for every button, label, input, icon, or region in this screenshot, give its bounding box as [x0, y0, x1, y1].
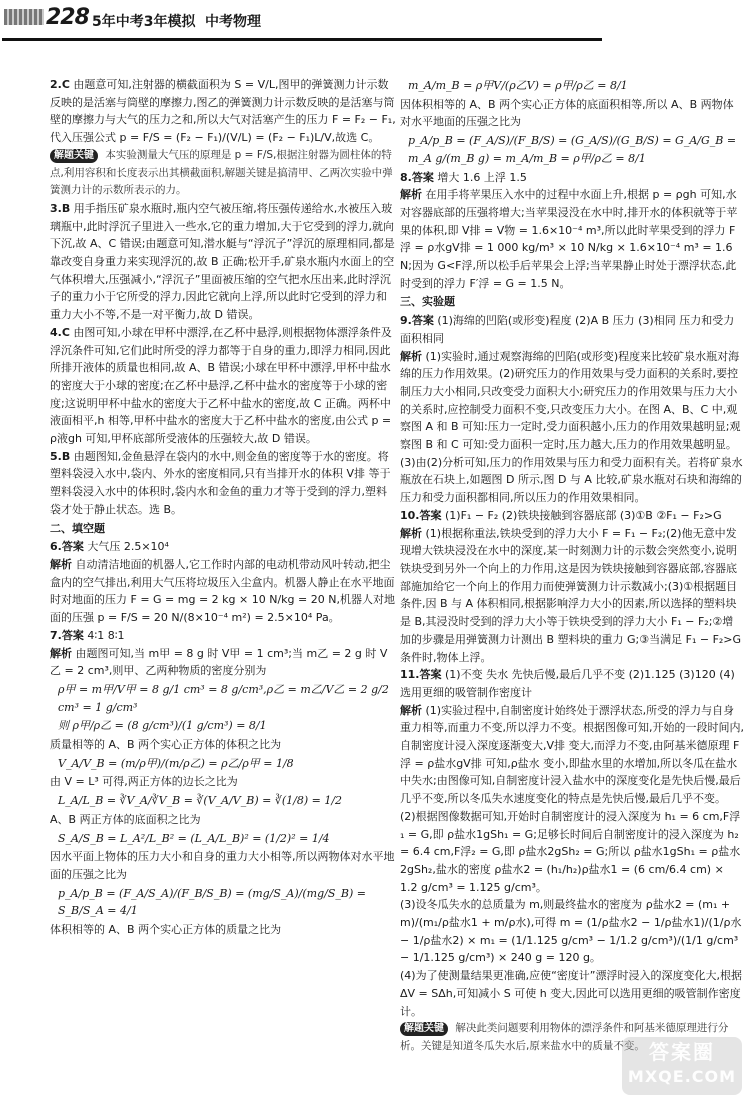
item-text: 由 V = L³ 可得,两正方体的边长之比为	[50, 775, 238, 789]
answer-paragraph	[400, 348, 744, 507]
answer-paragraph	[400, 312, 744, 347]
formula-line	[58, 717, 396, 735]
site-watermark	[622, 1037, 742, 1095]
item-text: ρ甲 = m甲/V甲 = 8 g/1 cm³ = 8 g/cm³,ρ乙 = m乙/V乙 = 2 g/2 cm³ = 1 g/cm³	[58, 682, 389, 714]
section-heading	[400, 293, 744, 311]
right-column	[400, 76, 744, 1056]
item-text: S_A/S_B = L_A²/L_B² = (L_A/L_B)² = (1/2)² = 1/4	[58, 831, 330, 845]
item-label: 解析	[50, 646, 72, 660]
item-label: 解析	[400, 349, 422, 363]
item-label: 2.C	[50, 78, 70, 91]
item-label: 10.答案	[400, 508, 442, 522]
item-label: 解析	[400, 526, 422, 540]
answer-paragraph	[50, 324, 396, 448]
answer-paragraph	[400, 525, 744, 667]
item-text: 由图可知,小球在甲杯中漂浮,在乙杯中悬浮,则根据物体漂浮条件及浮沉条件可知,它们此时所受的浮力都等于自身的重力,即浮力相同,因此所排开液体的质量也相同,故 A、B 错误;小球在甲杯中漂浮,甲杯中盐水的密度大于小球的密度;在乙杯中悬浮,乙杯中盐水的密度等于小球的密度;这说明甲杯中盐水的密度大于乙杯中盐水的密度,故 C 正确。两杯中液面相平,h 相等,甲杯中盐水的密度大于乙杯中盐水的密度,由公式 p = ρ液gh 可知,甲杯底部所受液体的压强较大,故 D 错误。	[50, 325, 392, 446]
formula-line	[58, 681, 396, 716]
book-series-title: 5年中考3年模拟	[92, 14, 196, 30]
answer-paragraph	[50, 848, 396, 883]
watermark-logo-text: 答案圈	[649, 1040, 715, 1064]
answer-paragraph	[400, 808, 744, 897]
answer-paragraph	[400, 967, 744, 1020]
item-text: (1)实验时,通过观察海绵的凹陷(或形变)程度来比较矿泉水瓶对海绵的压力作用效果。(2)研究压力的作用效果与受力面积的关系时,要控制压力大小相同,只改变受力面积大小;研究压力的作用效果与压力大小的关系时,应控制受力面积不变,只改变压力大小。在图 A、B、C 中,观察图 A 和 B 可知:压力一定时,受力面积越小,压力的作用效果越明显;观察图 B 和 C 可知:受力面积一定时,压力越大,压力的作用效果越明显。(3)由(2)分析可知,压力的作用效果与压力和受力面积有关。若将矿泉水瓶放在石块上,如题图 D 所示,图 D 与 A 比较,矿泉水瓶对石块和海绵的压力和受力面积都相同,所以压力的作用效果相同。	[400, 349, 743, 505]
item-text: (1)海绵的凹陷(或形变)程度 (2)A B 压力 (3)相同 压力和受力面积相同	[400, 314, 735, 345]
formula-line	[58, 792, 396, 810]
item-text: V_A/V_B = (m/ρ甲)/(m/ρ乙) = ρ乙/ρ甲 = 1/8	[58, 756, 294, 770]
item-text: m_A/m_B = ρ甲V/(ρ乙V) = ρ甲/ρ乙 = 8/1	[408, 79, 628, 92]
item-label: 11.答案	[400, 668, 442, 682]
answer-paragraph	[400, 896, 744, 967]
formula-line	[408, 77, 744, 95]
item-text: 则 ρ甲/ρ乙 = (8 g/cm³)/(1 g/cm³) = 8/1	[58, 719, 267, 733]
answer-paragraph	[50, 736, 396, 754]
answer-paragraph	[50, 627, 396, 645]
item-text: (4)为了使测量结果更准确,应使“密度计”漂浮时浸入的深度变化大,根据 ΔV = SΔh,可知减小 S 可使 h 变大,因此可以选用更细的吸管制作密度计。	[400, 969, 742, 1018]
item-text: 由题意可知,注射器的横截面积为 S = V/L,图甲的弹簧测力计示数反映的是活塞与筒壁的摩擦力,图乙的弹簧测力计示数反映的是活塞与筒壁的摩擦力与大气的压力之和,所以大气对活塞产生的压力 F = F₂ − F₁,代入压强公式 p = F/S = (F₂ − F₁)/(V/L) = (F₂ − F₁)L/V,故选 C。	[50, 78, 396, 145]
item-text: 体积相等的 A、B 两个实心正方体的质量之比为	[50, 923, 282, 937]
item-text: 本实验测量大气压的原理是 p = F/S,根据注射器为圆柱体的特点,利用容积和长度表示出其横截面积,解题关键是搞清甲、乙两次实验中弹簧测力计的示数所表示的力。	[50, 148, 393, 197]
answer-paragraph	[50, 200, 396, 324]
item-label: 3.B	[50, 201, 71, 215]
item-text: 用手指压矿泉水瓶时,瓶内空气被压缩,将压强传递给水,水被压入玻璃瓶中,此时浮沉子里进入一些水,它的重力增加,大于它受到的浮力,就向下沉,故 A、C 错误;由题意可知,潜水艇与“浮沉子”浮沉的原理相同,都是靠改变自身重力来实现浮沉的,故 B 正确;松开手,矿泉水瓶内水面上的空气体积增大,压强减小,“浮沉子”里面被压缩的空气把水压出来,此时浮沉子的重力小于它所受的浮力,因此它就向上浮,所以此时它受到的浮力和重力大小不等,不是一对平衡力,故 D 错误。	[50, 201, 395, 322]
item-text: (1)根据称重法,铁块受到的浮力大小 F = F₁ − F₂;(2)他无意中发现增大铁块浸没在水中的深度,某一时刻测力计的示数会突然变小,说明铁块受到另外一个向上的力作用,这是因为铁块接触到容器底部,容器底部施加给它一个向上的作用力而使弹簧测力计示数减小;(3)①根据题目条件,因 B 与 A 体积相同,根据影响浮力大小的因素,所以选择的塑料块是 B,其浸没时受到的浮力大小等于铁块受到的浮力大小 F₁ − F₂;②增加的步骤是用弹簧测力计测出 B 塑料块的重力 G;③当满足 F₁ − F₂>G 条件时,物体上浮。	[400, 526, 742, 664]
formula-line	[58, 830, 396, 848]
item-text: (3)设冬瓜失水的总质量为 m,则最终盐水的密度为 ρ盐水2 = (m₁ + m)/(m₁/ρ盐水1 + m/ρ水),可得 m = (1/ρ盐水2 − 1/ρ盐水1)/(1/ρ水 − 1/ρ盐水2) × m₁ = (1/1.125 g/cm³ − 1/1.2 g/cm³)/(1/1 g/cm³ − 1/1.125 g/cm³) × 240 g = 120 g。	[400, 898, 742, 965]
header-rule	[2, 38, 602, 41]
answer-paragraph	[50, 448, 396, 519]
item-text: 由题图知,金鱼悬浮在袋内的水中,则金鱼的密度等于水的密度。将塑料袋浸入水中,袋内、外水的密度相同,只有当排开水的体积 V排 等于塑料袋浸入水中的体积时,袋内水和金鱼的重力才等于受到的浮力,塑料袋才处于静止状态。选 B。	[50, 449, 391, 516]
answer-paragraph	[50, 556, 396, 627]
answer-paragraph	[400, 169, 744, 187]
formula-line	[58, 755, 396, 773]
item-text: 由题图可知,当 m甲 = 8 g 时 V甲 = 1 cm³;当 m乙 = 2 g 时 V乙 = 2 cm³,则甲、乙两种物质的密度分别为	[50, 646, 388, 678]
section-heading-label: 二、填空题	[50, 521, 105, 535]
item-text: 自动清洁地面的机器人,它工作时内部的电动机带动风叶转动,把尘盒内的空气排出,利用大气压将垃圾压入尘盒内。机器人静止在水平地面时对地面的压力 F = G = mg = 2 kg × 10 N/kg = 20 N,机器人对地面的压强 p = F/S = 20 N/(8×10⁻⁴ m²) = 2.5×10⁴ Pa。	[50, 557, 395, 625]
item-text: p_A/p_B = (F_A/S_A)/(F_B/S_B) = (mg/S_A)/(mg/S_B) = S_B/S_A = 4/1	[58, 886, 366, 918]
item-label: 6.答案	[50, 540, 84, 554]
item-text: L_A/L_B = ∛V_A/∛V_B = ∛(V_A/V_B) = ∛(1/8) = 1/2	[58, 794, 343, 808]
item-text: 因体积相等的 A、B 两个实心正方体的底面积相等,所以 A、B 两物体对水平地面的压强之比为	[400, 97, 734, 129]
answer-paragraph	[400, 507, 744, 525]
formula-line	[408, 132, 744, 167]
page-number: 228	[46, 5, 89, 30]
item-text: 在用手将苹果压入水中的过程中水面上升,根据 p = ρgh 可知,水对容器底部的压强将增大;当苹果浸没在水中时,排开水的体积就等于苹果的体积,即 V排 = V物 = 1.6×10⁻⁴ m³,所以此时苹果受到的浮力 F浮 = ρ水gV排 = 1 000 kg/m³ × 10 N/kg × 1.6×10⁻⁴ m³ = 1.6 N;因为 G<F浮,所以松手后苹果会上浮;当苹果静止时处于漂浮状态,此时受到的浮力 F′浮 = G = 1.5 N。	[400, 188, 738, 290]
key-point-badge: 解题关键	[50, 149, 98, 163]
item-text: (1)实验过程中,自制密度计始终处于漂浮状态,所受的浮力与自身重力相等,而重力不变,所以浮力不变。根据图像可知,开始的一段时间内,自制密度计浸入深度逐渐变大,V排 变大,而浮力不变,由阿基米德原理 F浮 = ρ盐水gV排 可知,ρ盐水 变小,即盐水里的水增加,所以冬瓜在盐水中失水;由图像可知,自制密度计浸入盐水中的深度变化是先快后慢,最后几乎不变,所以冬瓜失水速度变化的特点是先快后慢,最后几乎不变。	[400, 703, 744, 806]
item-label: 5.B	[50, 449, 71, 463]
answer-paragraph	[400, 96, 744, 131]
item-text: p_A/p_B = (F_A/S)/(F_B/S) = (G_A/S)/(G_B/S) = G_A/G_B = m_A g/(m_B g) = m_A/m_B = ρ甲/ρ乙 = 8/1	[408, 134, 737, 165]
answer-paragraph	[400, 186, 744, 292]
item-label: 4.C	[50, 325, 70, 339]
key-point-badge: 解题关键	[400, 1022, 448, 1036]
item-text: (1)F₁ − F₂ (2)铁块接触到容器底部 (3)①B ②F₁ − F₂>G	[445, 508, 722, 522]
answer-paragraph	[50, 538, 396, 556]
item-text: 4∶1 8∶1	[87, 628, 125, 642]
item-label: 9.答案	[400, 314, 434, 328]
key-point-note	[50, 147, 396, 200]
item-text: (2)根据图像数据可知,开始时自制密度计的浸入深度为 h₁ = 6 cm,F浮₁ = G,即 ρ盐水1gSh₁ = G;足够长时间后自制密度计的浸入深度为 h₂ = 6.4 cm,F浮₂ = G,即 ρ盐水2gSh₂ = G;所以 ρ盐水1gSh₁ = ρ盐水2gSh₂,盐水的密度 ρ盐水2 = (h₁/h₂)ρ盐水1 = (6 cm/6.4 cm) × 1.2 g/cm³ = 1.125 g/cm³。	[400, 809, 741, 894]
item-text: 质量相等的 A、B 两个实心正方体的体积之比为	[50, 738, 282, 752]
watermark-url: MXQE.COM	[627, 1067, 737, 1086]
answer-paragraph	[50, 921, 396, 939]
item-label: 解析	[400, 703, 422, 717]
section-heading-label: 三、实验题	[400, 295, 455, 309]
header-decoration	[4, 9, 44, 25]
answer-paragraph	[400, 702, 744, 808]
formula-line	[58, 885, 396, 920]
page-header	[0, 0, 750, 40]
item-text: 因水平面上物体的压力大小和自身的重力大小相等,所以两物体对水平地面的压强之比为	[50, 850, 395, 881]
item-label: 8.答案	[400, 170, 434, 184]
answer-paragraph	[50, 811, 396, 829]
answer-paragraph	[50, 773, 396, 791]
section-heading	[50, 520, 396, 538]
left-column	[50, 76, 396, 939]
item-text: (1)不变 失水 先快后慢,最后几乎不变 (2)1.125 (3)120 (4)选用更细的吸管制作密度计	[400, 668, 735, 699]
item-text: 增大 1.6 上浮 1.5	[437, 170, 527, 184]
item-text: 大气压 2.5×10⁴	[87, 540, 169, 554]
answer-paragraph	[50, 76, 396, 147]
answer-paragraph	[400, 666, 744, 701]
subject-title: 中考物理	[205, 14, 261, 30]
item-label: 解析	[50, 557, 72, 571]
item-label: 7.答案	[50, 628, 84, 642]
item-label: 解析	[400, 188, 422, 202]
item-text: 解决此类问题要利用物体的漂浮条件和阿基米德原理进行分析。关键是知道冬瓜失水后,原来盐水中的质量不变。	[400, 1022, 729, 1052]
answer-paragraph	[50, 645, 396, 680]
item-text: A、B 两正方体的底面积之比为	[50, 812, 201, 826]
